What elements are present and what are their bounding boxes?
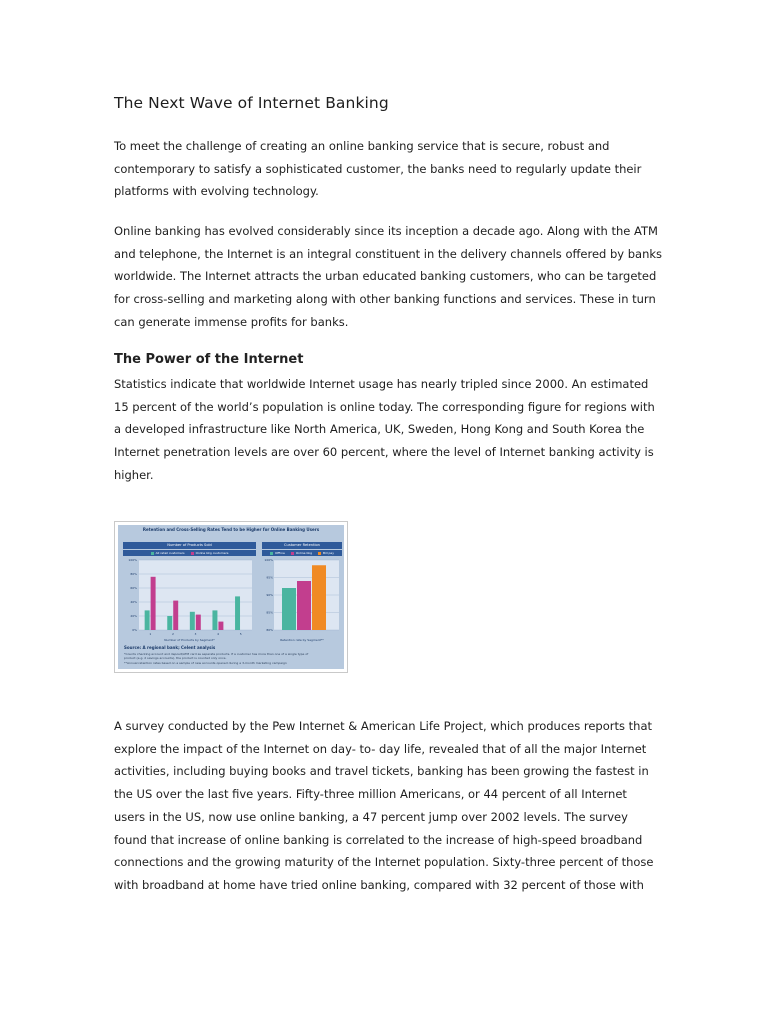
text-line: Internet penetration levels are over 60 percent, where the level of Internet banking activity is	[114, 445, 654, 460]
bar	[145, 610, 150, 630]
paragraph-evolution	[114, 220, 663, 334]
legend-item	[191, 550, 229, 556]
text-line: for cross-selling and marketing along with other banking functions and services. These in turn	[114, 292, 656, 307]
text-line: A survey conducted by the Pew Internet & American Life Project, which produces reports that	[114, 719, 653, 733]
legend-label: Bill pay	[323, 551, 335, 555]
x-tick-label: 5	[239, 632, 242, 636]
y-tick-label: 100%	[264, 558, 273, 562]
bar	[235, 596, 240, 630]
retention-bar-chart	[262, 558, 342, 636]
legend-item	[151, 550, 185, 556]
y-tick-label: 80%	[130, 572, 137, 576]
y-tick-label: 95%	[266, 575, 273, 580]
chart-title: Retention and Cross-Selling Rates Tend to be Higher for Online Banking Users	[142, 527, 320, 532]
article-title: The Next Wave of Internet Banking	[114, 94, 389, 112]
y-tick-label: 40%	[130, 600, 137, 604]
x-tick-label: 1	[149, 632, 152, 636]
text-line: To meet the challenge of creating an online banking service that is secure, robust and	[114, 139, 610, 153]
legend-swatch	[191, 552, 194, 555]
text-line: connections and the growing maturity of the Internet population. Sixty-three percent of those	[114, 855, 654, 870]
legend-swatch	[291, 552, 294, 555]
products-legend	[123, 550, 256, 556]
bar	[151, 577, 156, 630]
section-heading: The Power of the Internet	[114, 352, 304, 367]
products-bar-chart	[123, 558, 256, 636]
text-line: and telephone, the Internet is an integral constituent in the delivery channels offered by banks	[114, 246, 663, 261]
text-line: the US over the last five years. Fifty-three million Americans, or 44 percent of all Internet	[114, 787, 627, 802]
bar	[218, 622, 223, 630]
x-tick-label: 3	[194, 632, 197, 636]
legend-swatch	[318, 552, 321, 555]
retention-legend	[262, 550, 342, 556]
text-line: higher.	[114, 467, 154, 482]
chart-footnote: *Counts checking account and deposit/ATM card as separate products. If a customer has more than one of a single type of	[124, 652, 309, 656]
products-sold-panel	[123, 542, 256, 644]
legend-item	[270, 550, 285, 556]
text-line: platforms with evolving technology.	[114, 184, 319, 199]
text-line: found that increase of online banking is correlated to the increase of high-speed broadband	[114, 832, 643, 847]
text-line: Statistics indicate that worldwide Internet usage has nearly tripled since 2000. An estimated	[114, 377, 649, 391]
y-tick-label: 0%	[132, 628, 137, 632]
x-tick-label: 4	[217, 632, 220, 636]
text-line: contemporary to satisfy a sophisticated customer, the banks need to regularly update their	[114, 161, 642, 176]
retention-panel	[262, 542, 342, 644]
text-line: with broadband at home have tried online banking, compared with 32 percent of those with	[114, 877, 644, 892]
retention-panel-heading: Customer Retention	[262, 542, 342, 549]
text-line: users in the US, now use online banking, a 47 percent jump over 2002 levels. The survey	[114, 809, 628, 824]
bar	[282, 588, 296, 630]
products-panel-heading: Number of Products Sold	[123, 542, 256, 549]
legend-label: All retail customers	[155, 551, 185, 555]
text-line: explore the impact of the Internet on day- to- day life, revealed that of all the major Internet	[114, 741, 647, 756]
bar	[196, 615, 201, 630]
chart-footnote: product (e.g. 2 savings accounts), the product is counted only once.	[124, 656, 227, 660]
legend-item	[318, 550, 334, 556]
bar	[173, 601, 178, 630]
bar	[167, 616, 172, 630]
bar	[212, 610, 217, 630]
legend-swatch	[151, 552, 154, 555]
chart-footnote: **Annual retention rates based on a sample of new accounts opened during a 3-month marketing campaign	[124, 661, 287, 665]
y-tick-label: 85%	[266, 610, 273, 615]
bar	[312, 565, 326, 630]
text-line: can generate immense profits for banks.	[114, 314, 349, 329]
text-line: worldwide. The Internet attracts the urban educated banking customers, who can be targeted	[114, 269, 657, 284]
chart-source: Source: A regional bank; Celent analysis	[124, 645, 216, 650]
y-tick-label: 90%	[266, 593, 273, 597]
text-line: activities, including buying books and travel tickets, banking has been growing the fastest in	[114, 764, 649, 779]
x-tick-label: 2	[171, 632, 174, 636]
x-axis-label: Number of Products by Segment*	[164, 638, 215, 642]
text-line: a developed infrastructure like North America, UK, Sweden, Hong Kong and South Korea the	[114, 422, 645, 437]
y-tick-label: 20%	[130, 614, 137, 618]
legend-label: Online bkg	[295, 551, 312, 555]
text-line: 15 percent of the world’s population is online today. The corresponding figure for regions with	[114, 399, 655, 414]
paragraph-statistics	[114, 373, 654, 487]
paragraph-intro	[114, 135, 654, 203]
y-tick-label: 80%	[266, 628, 273, 632]
chart-panel-background	[118, 525, 344, 669]
x-axis-label: Retention rate by Segment**	[280, 638, 324, 642]
legend-item	[291, 550, 312, 556]
legend-label: Online bkg customers	[195, 551, 229, 555]
legend-label: Offline	[274, 551, 285, 555]
text-line: Online banking has evolved considerably since its inception a decade ago. Along with the ATM	[114, 224, 658, 238]
bar	[297, 581, 311, 630]
y-tick-label: 60%	[130, 586, 137, 590]
paragraph-survey	[114, 715, 654, 897]
y-tick-label: 100%	[128, 558, 137, 562]
chart-figure	[114, 521, 348, 673]
bar	[190, 612, 195, 630]
legend-swatch	[270, 552, 273, 555]
